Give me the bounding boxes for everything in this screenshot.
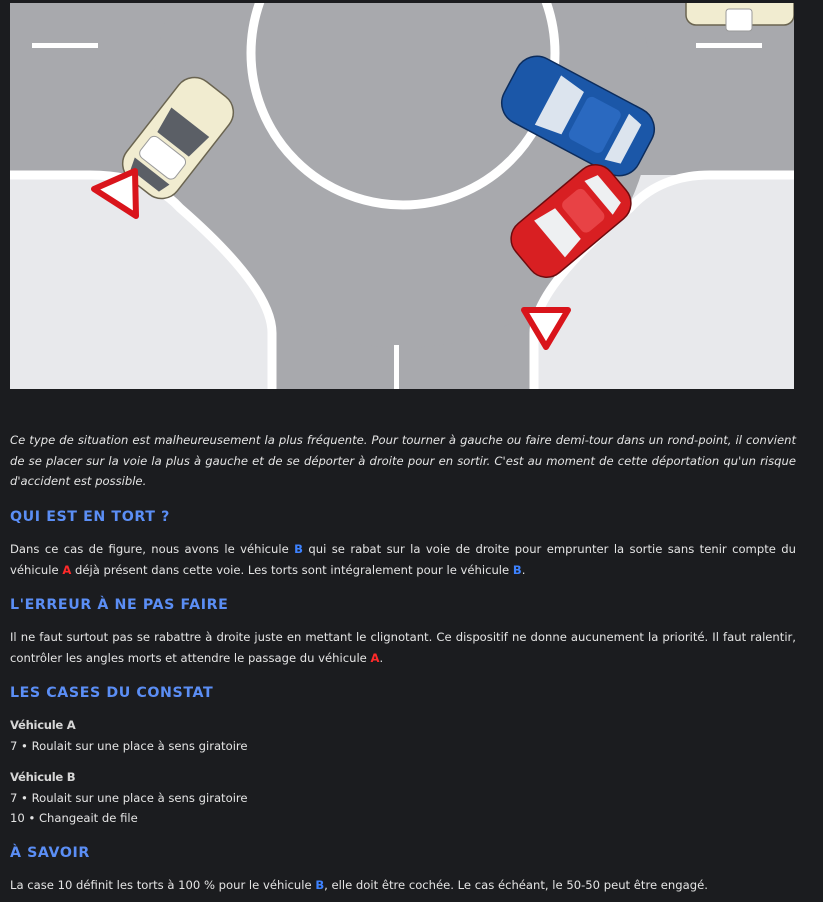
vehicle-a-marker: A: [370, 650, 380, 665]
section-title-a-savoir: À SAVOIR: [10, 845, 90, 861]
text-run: , elle doit être cochée. Le cas échéant, le 50-50 peut être engagé.: [324, 878, 708, 892]
vehicle-a-label: Véhicule A: [10, 718, 76, 732]
text-run: .: [521, 562, 526, 577]
roundabout-scene: [10, 3, 794, 389]
vehicle-b-label: Véhicule B: [10, 770, 76, 784]
vehicle-b-marker: B: [512, 562, 522, 577]
section4-paragraph: [10, 875, 796, 896]
list-item: 10 • Changeait de file: [10, 811, 138, 825]
vehicle-a-marker: A: [62, 562, 72, 577]
text-run: déjà présent dans cette voie. Les torts sont intégralement pour le véhicule: [71, 562, 513, 577]
list-item: 7 • Roulait sur une place à sens giratoire: [10, 738, 248, 753]
text-run: Dans ce cas de figure, nous avons le véhicule: [10, 542, 295, 556]
text-run: .: [379, 650, 384, 665]
section-title-qui-est-en-tort: QUI EST EN TORT ?: [10, 509, 170, 525]
vehicle-b-marker: B: [294, 542, 304, 556]
text-run: Il ne faut surtout pas se rabattre à droite juste en mettant le clignotant. Ce dispositif ne donne aucunement la priorité. Il faut ralentir, contrôler les angles morts et attendre le passage du véhicule: [10, 630, 796, 665]
text-run: La case 10 définit les torts à 100 % pour le véhicule: [10, 878, 316, 892]
section-title-erreur: L'ERREUR À NE PAS FAIRE: [10, 597, 229, 613]
text-run: qui se rabat sur la voie de droite pour emprunter la sortie sans tenir compte du véhicule: [10, 542, 796, 577]
roundabout-illustration: [10, 3, 794, 389]
intro-paragraph: Ce type de situation est malheureusement la plus fréquente. Pour tourner à gauche ou faire demi-tour dans un rond-point, il convient de se placer sur la voie la plus à gauche et de se déporter à droite pour en sortir. C'est au moment de cette déportation qu'un risque d'accident est possible.: [10, 433, 796, 488]
section2-paragraph: [10, 627, 796, 668]
section1-paragraph: [10, 539, 796, 580]
section-title-cases-constat: LES CASES DU CONSTAT: [10, 685, 214, 701]
list-item: 7 • Roulait sur une place à sens giratoire: [10, 790, 248, 805]
vehicle-b-marker: B: [315, 878, 325, 892]
